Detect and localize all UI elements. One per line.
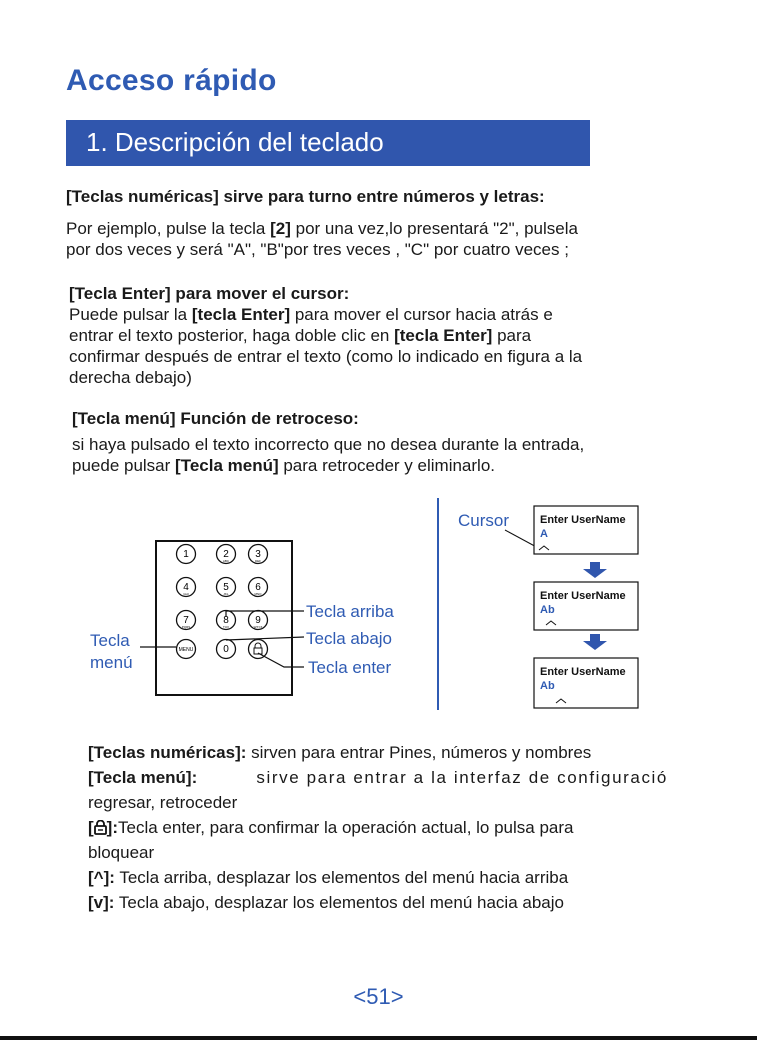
page-number: <51> (353, 984, 404, 1009)
key-label: 7 (183, 615, 189, 626)
keypad-key-4 (177, 578, 196, 597)
keypad-key-7 (177, 611, 196, 630)
keypad-key-9 (249, 611, 268, 630)
list-item-key: [^]: (88, 868, 115, 887)
key-label: 2 (223, 549, 229, 560)
key-sublabel: TUV (223, 625, 229, 629)
key-ref: [2] (270, 219, 291, 238)
key-sublabel: WXYZ (253, 625, 263, 629)
label-menu-line1: Tecla (90, 631, 130, 650)
list-item-key: ]: (106, 818, 118, 837)
key-sublabel: PQRS (181, 625, 191, 629)
screen-sequence-diagram (450, 500, 650, 715)
list-item-key: [v]: (88, 893, 115, 912)
key-sublabel: MNO (254, 592, 262, 596)
screen-prompt: Enter UserName (540, 590, 626, 602)
key-label: 1 (183, 549, 189, 560)
list-item-text: Tecla abajo, desplazar los elementos del menú hacia abajo (114, 893, 564, 912)
key-sublabel: DEF (255, 559, 261, 563)
key-label: 0 (223, 644, 229, 655)
list-item-text: Tecla arriba, desplazar los elementos del menú hacia arriba (114, 868, 569, 887)
text: para (492, 326, 532, 345)
paragraph-line (69, 325, 582, 346)
page-title: Acceso rápido (66, 64, 277, 97)
enter-key-paragraph (69, 283, 582, 388)
paragraph-line (69, 304, 582, 325)
text: Por ejemplo, pulse la tecla (66, 219, 271, 238)
screen-3 (534, 658, 638, 708)
keypad-key-6 (249, 578, 268, 597)
key-label: 5 (223, 582, 229, 593)
text: entrar el texto posterior, haga doble clic en (69, 326, 395, 345)
arrow-down-icon (583, 562, 607, 578)
list-item-text: sirve para entrar a la interfaz de configuració (256, 768, 668, 787)
arrow-down-icon (583, 634, 607, 650)
label-down: Tecla abajo (306, 629, 393, 648)
key-ref: [Tecla menú] (175, 456, 279, 475)
paragraph-line: si haya pulsado el texto incorrecto que no desea durante la entrada, (72, 435, 585, 454)
cursor-label: Cursor (458, 511, 510, 530)
keypad-key-5 (217, 578, 236, 597)
vertical-divider (437, 498, 439, 710)
key-label: MENU (178, 647, 194, 653)
key-label: 9 (255, 615, 261, 626)
list-item (88, 890, 688, 915)
lock-icon (94, 820, 107, 835)
numeric-keys-heading: [Teclas numéricas] sirve para turno entre números y letras: (66, 187, 545, 206)
key-sublabel: ABC (222, 559, 230, 563)
key-description-list (88, 740, 688, 915)
enter-key-heading: [Tecla Enter] para mover el cursor: (69, 284, 350, 303)
text: para mover el cursor hacia atrás e (290, 305, 553, 324)
label-enter: Tecla enter (308, 658, 392, 677)
list-item-text: sirven para entrar Pines, números y nombres (246, 743, 592, 762)
paragraph-line (72, 455, 584, 476)
keypad-key-1 (177, 545, 196, 564)
list-item (88, 815, 688, 840)
screen-entry: Ab (540, 680, 555, 692)
key-sublabel: JKL (223, 592, 229, 596)
list-item (88, 740, 688, 765)
list-item-key: [ (88, 818, 94, 837)
list-item-key: [Teclas numéricas]: (88, 743, 247, 762)
keypad-key-lock (249, 640, 268, 659)
text: Puede pulsar la (69, 305, 192, 324)
footer-rule (0, 1036, 757, 1040)
numeric-keys-paragraph (66, 186, 578, 260)
key-label: 6 (255, 582, 261, 593)
keypad-key-2 (217, 545, 236, 564)
list-item (88, 865, 688, 890)
key-label: 8 (223, 615, 229, 626)
text: por una vez,lo presentará "2", pulsela (290, 219, 578, 238)
keypad-keys (177, 545, 268, 659)
text: puede pulsar (72, 456, 176, 475)
key-label: 3 (255, 549, 261, 560)
screen-prompt: Enter UserName (540, 514, 626, 526)
label-up: Tecla arriba (306, 602, 394, 621)
section-banner (66, 120, 590, 166)
list-item-text: Tecla enter, para confirmar la operación actual, lo pulsa para (118, 818, 574, 837)
screen-1 (534, 506, 638, 554)
list-item (88, 765, 668, 790)
screen-prompt: Enter UserName (540, 666, 626, 678)
list-item-continuation: bloquear (88, 843, 155, 862)
screen-entry: A (540, 528, 548, 540)
section-title: 1. Descripción del teclado (86, 127, 384, 157)
label-menu-line2: menú (90, 653, 133, 672)
keypad-key-3 (249, 545, 268, 564)
keypad-key-0 (217, 640, 236, 659)
paragraph-line: por dos veces y será "A", "B"por tres veces , "C" por cuatro veces ; (66, 240, 569, 259)
keypad-key-menu (177, 640, 196, 659)
screen-entry: Ab (540, 604, 555, 616)
list-item-key: [Tecla menú]: (88, 768, 198, 787)
screen-2 (534, 582, 638, 630)
key-label: 4 (183, 582, 189, 593)
key-sublabel: GHI (183, 592, 189, 596)
paragraph-line (66, 218, 578, 239)
menu-key-paragraph (72, 408, 584, 476)
menu-key-heading: [Tecla menú] Función de retroceso: (72, 409, 359, 428)
text: para retroceder y eliminarlo. (278, 456, 495, 475)
key-ref: [tecla Enter] (394, 326, 493, 345)
list-item-continuation: regresar, retroceder (88, 793, 238, 812)
keypad-diagram (60, 520, 430, 710)
paragraph-line: derecha debajo) (69, 368, 192, 387)
key-ref: [tecla Enter] (191, 305, 291, 324)
paragraph-line: confirmar después de entrar el texto (como lo indicado en figura a la (69, 347, 583, 366)
